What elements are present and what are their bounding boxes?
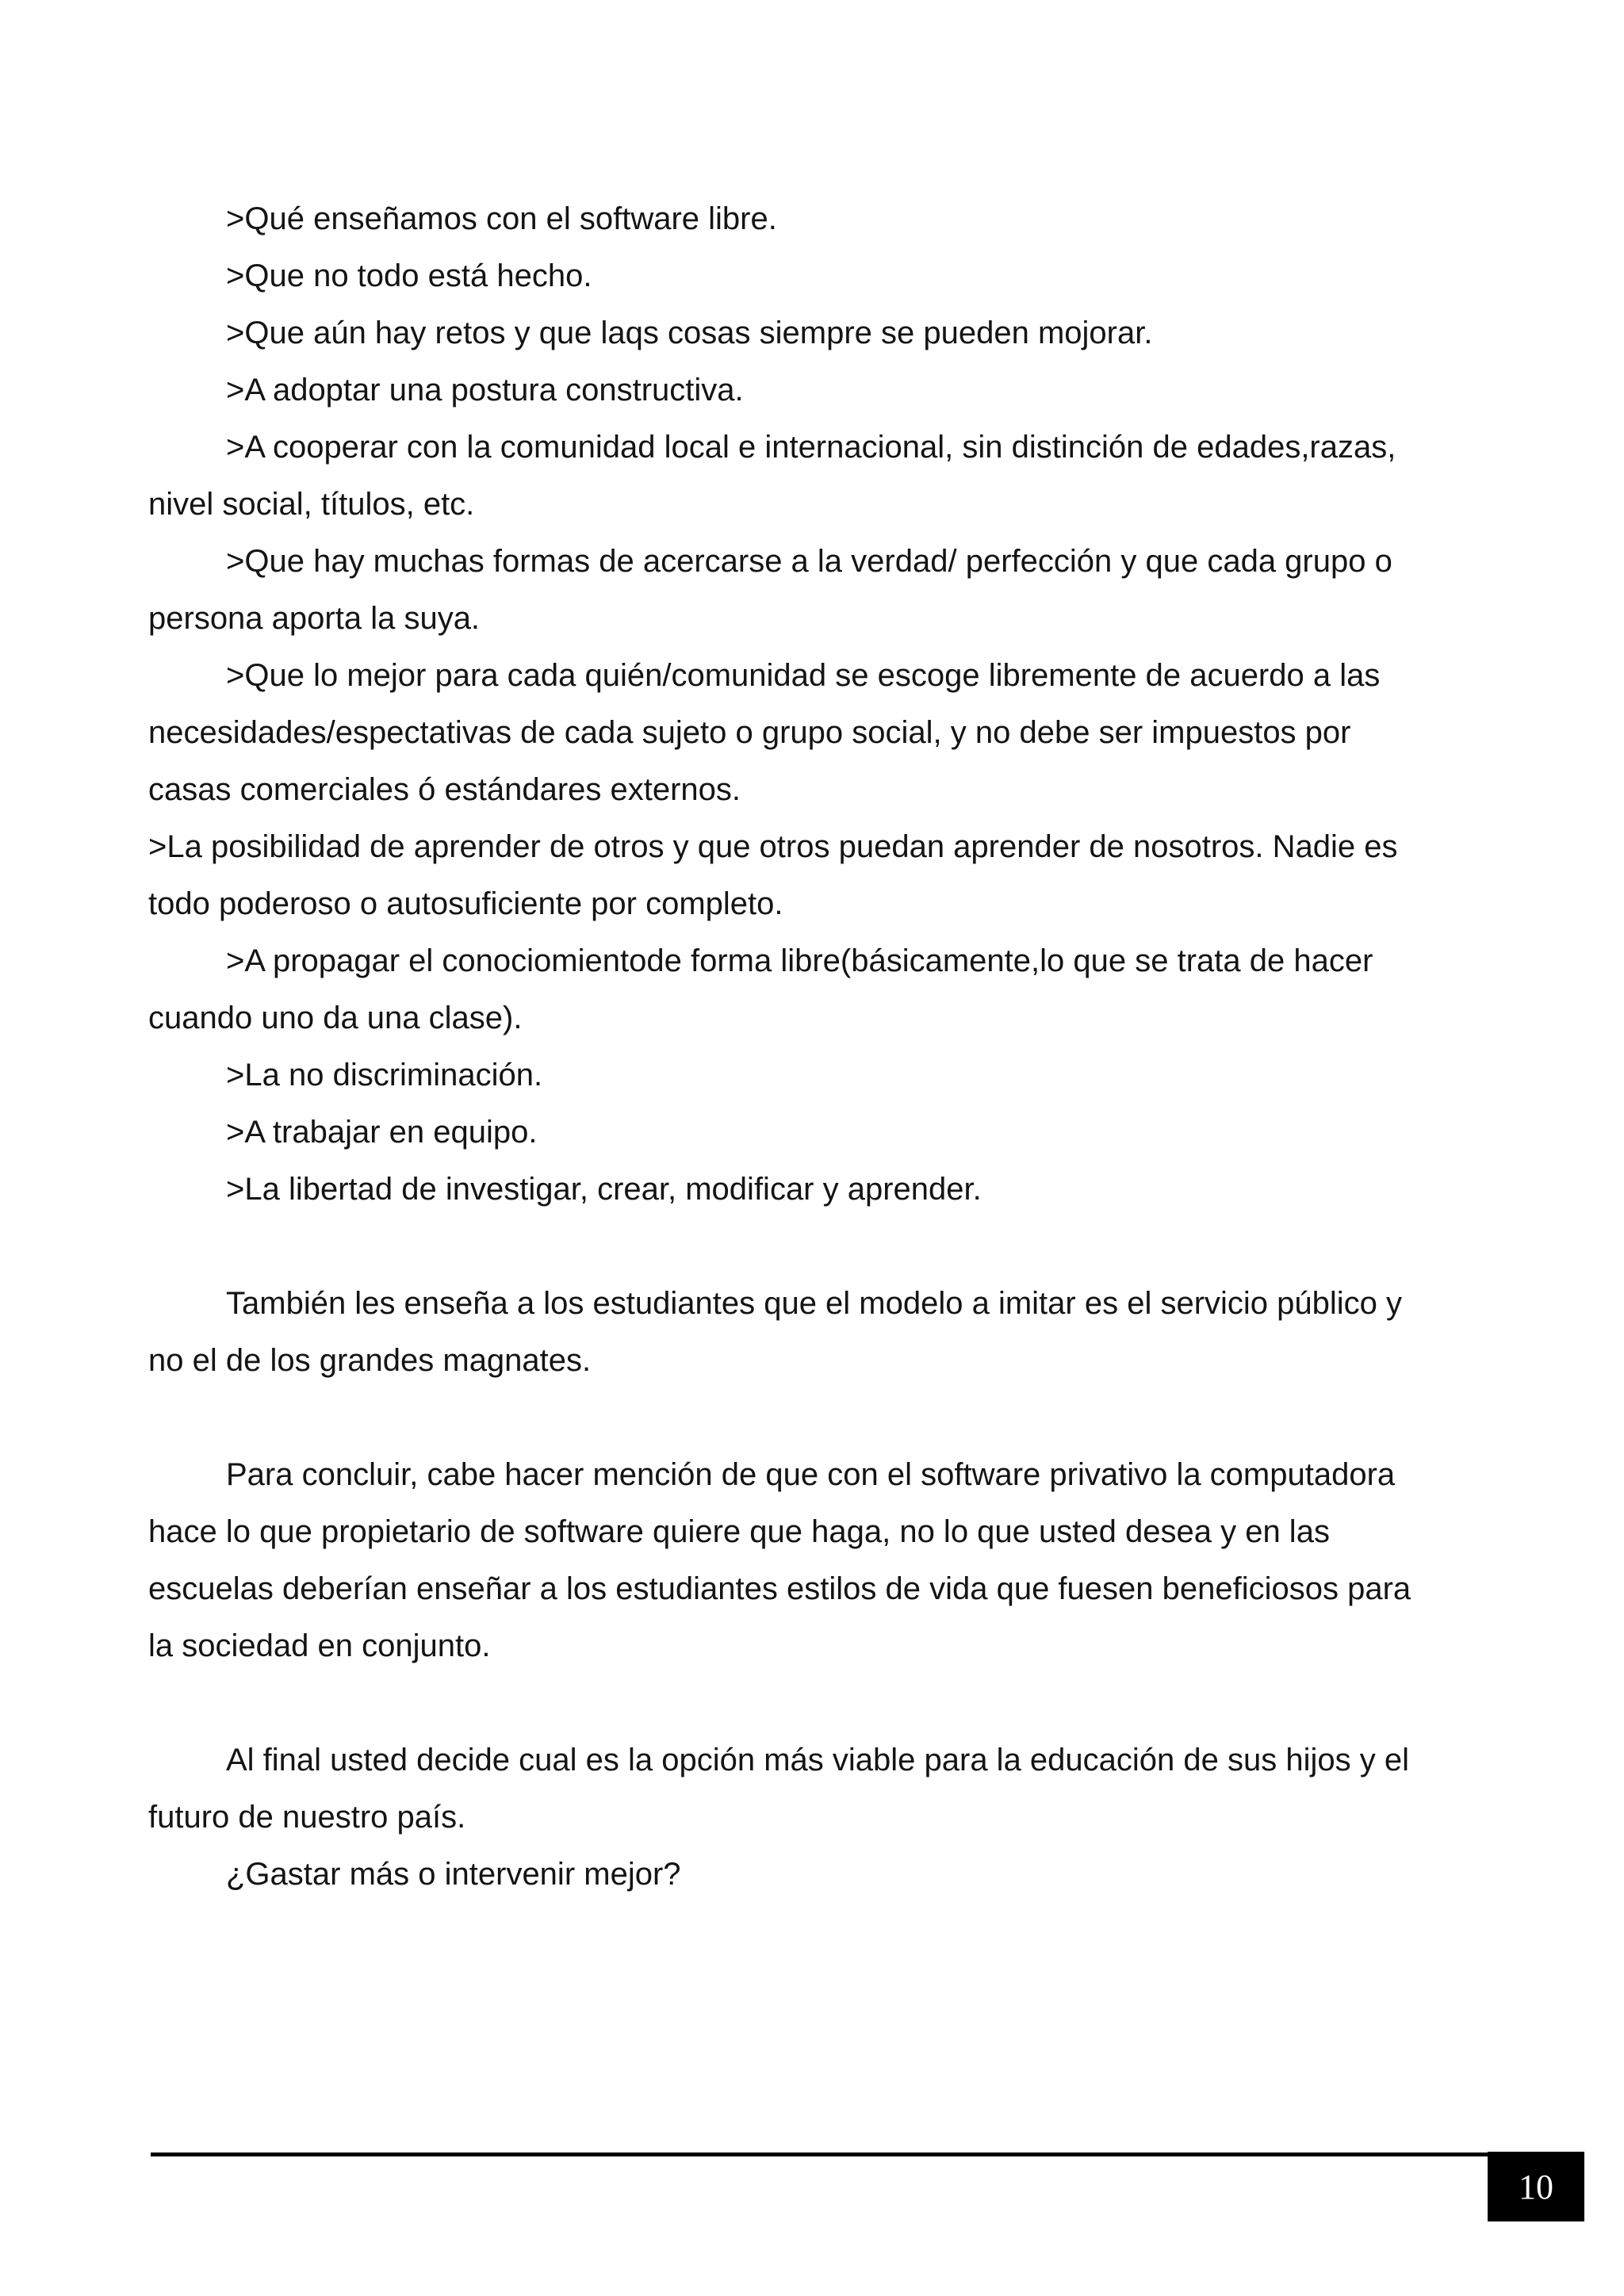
text-line: >Que no todo está hecho. xyxy=(226,258,592,293)
text-line: >A propagar el conociomientode forma libre(básicamente,lo que se trata de hacer xyxy=(226,943,1373,978)
footer-rule xyxy=(151,2152,1488,2156)
paragraph-gap xyxy=(148,1218,1496,1275)
text-line: >A cooperar con la comunidad local e internacional, sin distinción de edades,razas, xyxy=(226,430,1396,465)
page-number-box xyxy=(1488,2152,1584,2221)
text-line: >Que lo mejor para cada quién/comunidad se escoge libremente de acuerdo a las xyxy=(226,658,1381,693)
text-line: Al final usted decide cual es la opción más viable para la educación de sus hijos y el xyxy=(226,1743,1409,1777)
text-line: >A adoptar una postura constructiva. xyxy=(226,373,744,408)
page-number: 10 xyxy=(1519,2167,1553,2206)
text-line: También les enseña a los estudiantes que el modelo a imitar es el servicio público y xyxy=(226,1286,1403,1321)
text-line: >Qué enseñamos con el software libre. xyxy=(226,201,777,236)
body-text xyxy=(148,190,1496,1903)
text-line: ¿Gastar más o intervenir mejor? xyxy=(226,1857,681,1892)
text-line: >Que hay muchas formas de acercarse a la verdad/ perfección y que cada grupo o xyxy=(226,544,1392,579)
paragraph-gap xyxy=(148,1674,1496,1732)
text-line: futuro de nuestro país. xyxy=(148,1800,466,1835)
paragraph-gap xyxy=(148,1389,1496,1446)
text-line: Para concluir, cabe hacer mención de que con el software privativo la computadora xyxy=(226,1457,1396,1492)
text-line: la sociedad en conjunto. xyxy=(148,1628,491,1663)
text-line: nivel social, títulos, etc. xyxy=(148,487,475,522)
text-line: hace lo que propietario de software quiere que haga, no lo que usted desea y en las xyxy=(148,1514,1330,1549)
text-line: cuando uno da una clase). xyxy=(148,1001,523,1035)
text-line: todo poderoso o autosuficiente por completo. xyxy=(148,886,783,921)
text-line: no el de los grandes magnates. xyxy=(148,1343,592,1378)
text-line: escuelas deberían enseñar a los estudiantes estilos de vida que fuesen beneficiosos para xyxy=(148,1571,1411,1606)
text-line: persona aporta la suya. xyxy=(148,601,481,636)
text-line: >La posibilidad de aprender de otros y que otros puedan aprender de nosotros. Nadie es xyxy=(148,829,1398,864)
text-line: casas comerciales ó estándares externos. xyxy=(148,772,741,807)
text-line: >La no discriminación. xyxy=(226,1058,543,1093)
text-line: necesidades/espectativas de cada sujeto o grupo social, y no debe ser impuestos por xyxy=(148,715,1351,750)
text-line: >La libertad de investigar, crear, modificar y aprender. xyxy=(226,1172,982,1207)
text-line: >Que aún hay retos y que laqs cosas siempre se pueden mojorar. xyxy=(226,316,1153,350)
text-line: >A trabajar en equipo. xyxy=(226,1115,538,1150)
